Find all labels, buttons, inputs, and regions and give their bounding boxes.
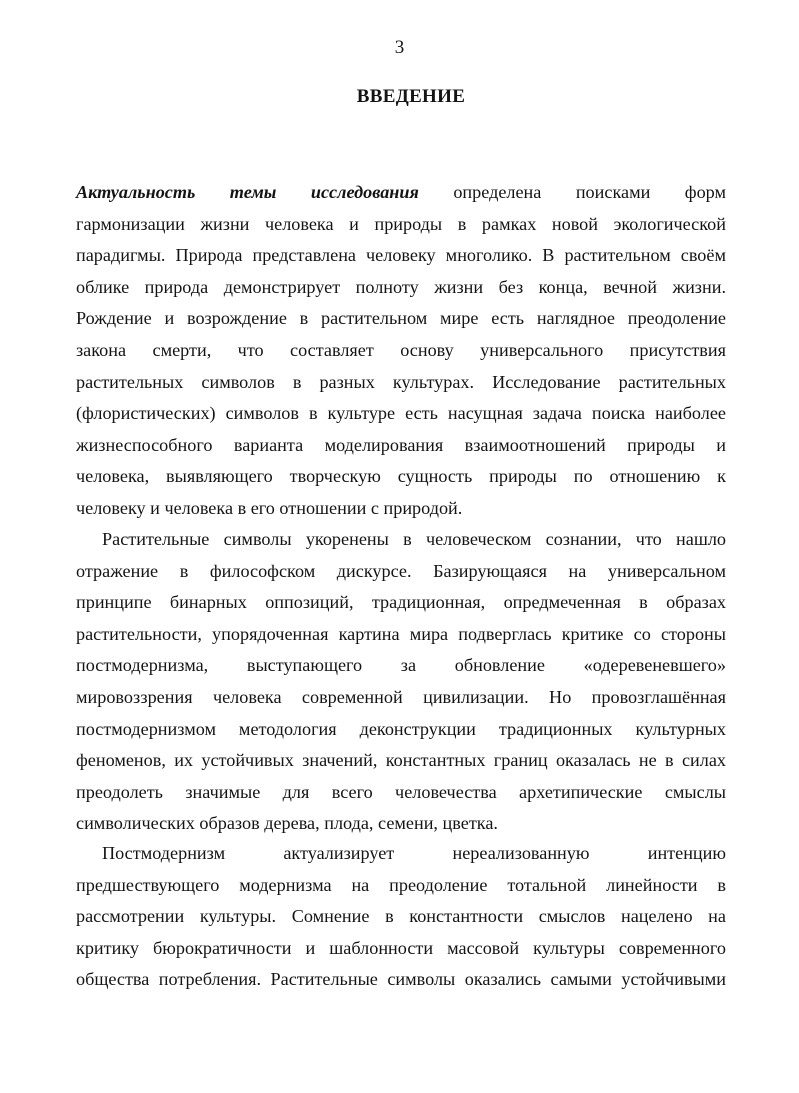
text-line: постмодернизма, выступающего за обновление «одеревеневшего» [76,655,726,676]
text-line: принципе бинарных оппозиций, традиционная, опредмеченная в образах [76,592,726,613]
text-line: преодолеть значимые для всего человечества архетипические смыслы [76,781,726,802]
text-line: облике природа демонстрирует полноту жизни без конца, вечной жизни. [76,276,726,297]
text-line: гармонизации жизни человека и природы в рамках новой экологической [76,213,726,234]
text-line: предшествующего модернизма на преодоление тотальной линейности в [76,874,726,895]
text-line: Растительные символы укоренены в человеческом сознании, что нашло [102,529,726,549]
text-line: постмодернизмом методология деконструкции традиционных культурных [76,718,726,739]
text-line: общества потребления. Растительные символы оказались самыми устойчивыми [76,969,726,990]
text-line: растительности, упорядоченная картина мира подверглась критике со стороны [76,623,726,644]
text-line: закона смерти, что составляет основу универсального присутствия [76,339,726,360]
text-line: Постмодернизм актуализирует нереализованную интенцию [102,843,726,863]
paragraph-2 [76,524,726,840]
text-line: критику бюрократичности и шаблонности массовой культуры современного [76,937,726,958]
page-number: 3 [394,37,405,58]
text-line: мировоззрения человека современной цивилизации. Но провозглашённая [76,686,726,707]
text-line: рассмотрении культуры. Сомнение в константности смыслов нацелено на [76,906,726,927]
text-line: парадигмы. Природа представлена человеку многолико. В растительном своём [76,245,726,266]
paragraph-1 [76,177,726,525]
text-line: символических образов дерева, плода, семени, цветка. [76,813,498,834]
section-heading: ВВЕДЕНИЕ [356,86,466,107]
text-line [76,177,726,209]
text-line: феноменов, их устойчивых значений, константных границ оказалась не в силах [76,750,726,771]
text-line-content: определена поисками форм [418,182,727,202]
text-line: жизнеспособного варианта моделирования взаимоотношений природы и [76,434,726,455]
text-line: (флористических) символов в культуре есть насущная задача поиска наиболее [76,403,726,424]
text-line: человеку и человека в его отношении с природой. [76,497,463,518]
text-line: растительных символов в разных культурах. Исследование растительных [76,371,726,392]
paragraph-3 [76,838,726,996]
text-line: Рождение и возрождение в растительном мире есть наглядное преодоление [76,308,726,329]
paragraph-lead: Актуальность темы исследования [76,182,419,202]
text-line: человека, выявляющего творческую сущность природы по отношению к [76,466,726,487]
text-line: отражение в философском дискурсе. Базирующаяся на универсальном [76,560,726,581]
